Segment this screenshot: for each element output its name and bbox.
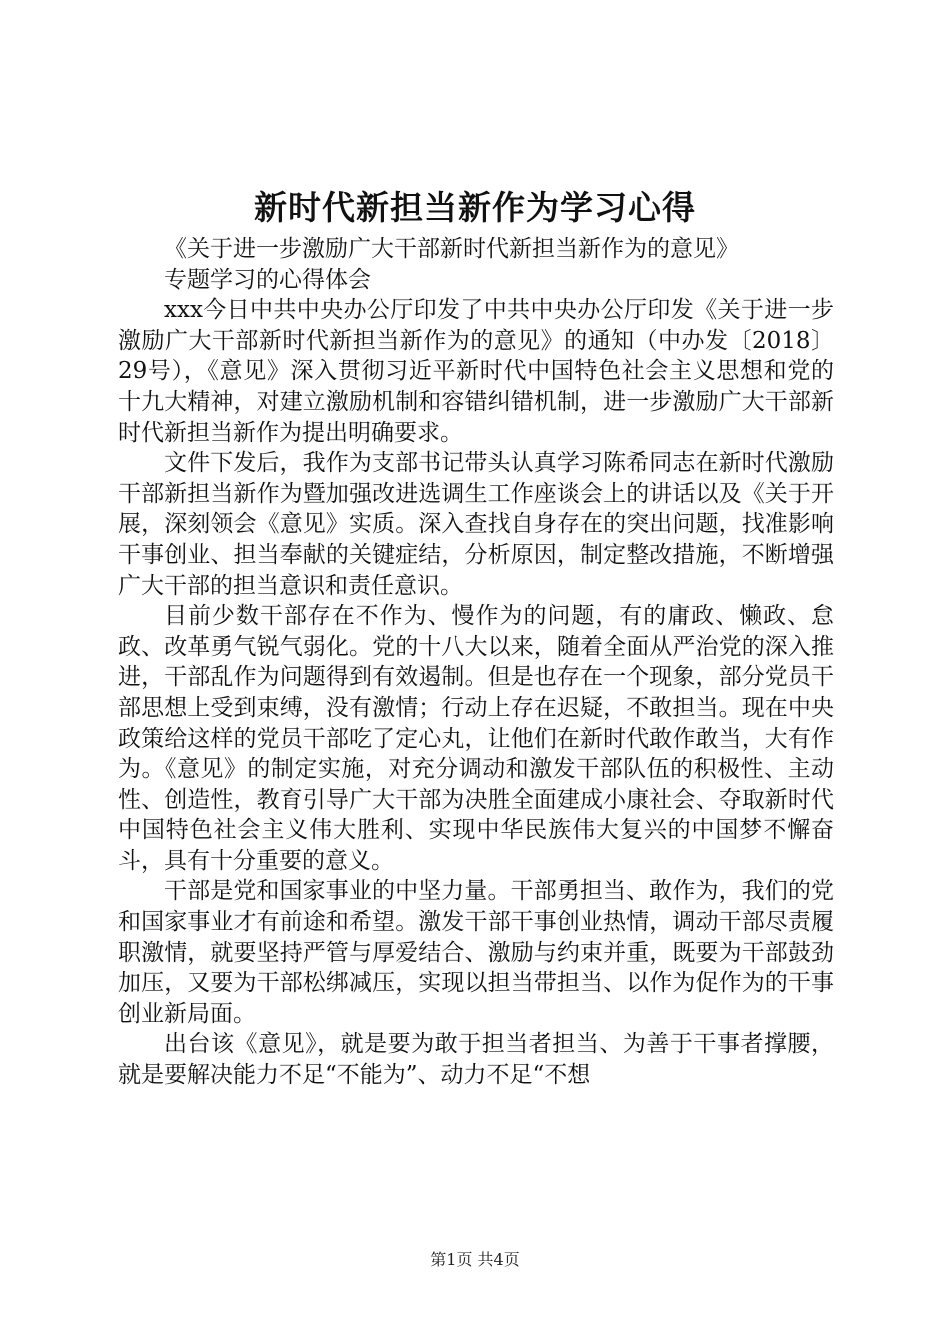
page-title: 新时代新担当新作为学习心得 (254, 188, 696, 227)
paragraph: 文件下发后，我作为支部书记带头认真学习陈希同志在新时代激励干部新担当新作为暨加强改进选调生工作座谈会上的讲话以及《关于开展，深刻领会《意见》实质。深入查找自身存在的突出问题，找准影响干事创业、担当奉献的关键症结，分析原因，制定整改措施，不断增强广大干部的担当意识和责任意识。 (118, 450, 834, 599)
paragraph: xxx今日中共中央办公厅印发了中共中央办公厅印发《关于进一步激励广大干部新时代新担当新作为的意见》的通知（中办发〔2018〕29号），《意见》深入贯彻习近平新时代中国特色社会主义思想和党的十九大精神，对建立激励机制和容错纠错机制，进一步激励广大干部新时代新担当新作为提出明确要求。 (118, 297, 834, 446)
subtitle-line-2: 专题学习的心得体会 (164, 266, 371, 293)
paragraph: 目前少数干部存在不作为、慢作为的问题，有的庸政、懒政、怠政、改革勇气锐气弱化。党的十八大以来，随着全面从严治党的深入推进，干部乱作为问题得到有效遏制。但是也存在一个现象，部分党员干部思想上受到束缚，没有激情；行动上存在迟疑，不敢担当。现在中央政策给这样的党员干部吃了定心丸，让他们在新时代敢作敢当，大有作为。《意见》的制定实施，对充分调动和激发干部队伍的积极性、主动性、创造性，教育引导广大干部为决胜全面建成小康社会、夺取新时代中国特色社会主义伟大胜利、实现中华民族伟大复兴的中国梦不懈奋斗，具有十分重要的意义。 (118, 603, 834, 874)
document-body (118, 234, 834, 1091)
paragraph: 出台该《意见》，就是要为敢于担当者担当、为善于干事者撑腰，就是要解决能力不足“不能为”、动力不足“不想 (118, 1031, 834, 1089)
paragraph: 干部是党和国家事业的中坚力量。干部勇担当、敢作为，我们的党和国家事业才有前途和希望。激发干部干事创业热情，调动干部尽责履职激情，就要坚持严管与厚爱结合、激励与约束并重，既要为干部鼓劲加压，又要为干部松绑减压，实现以担当带担当、以作为促作为的干事创业新局面。 (118, 878, 834, 1027)
page-number-footer: 第1页 共4页 (430, 1250, 520, 1269)
subtitle-line-1: 《关于进一步激励广大干部新时代新担当新作为的意见》 (164, 236, 739, 262)
